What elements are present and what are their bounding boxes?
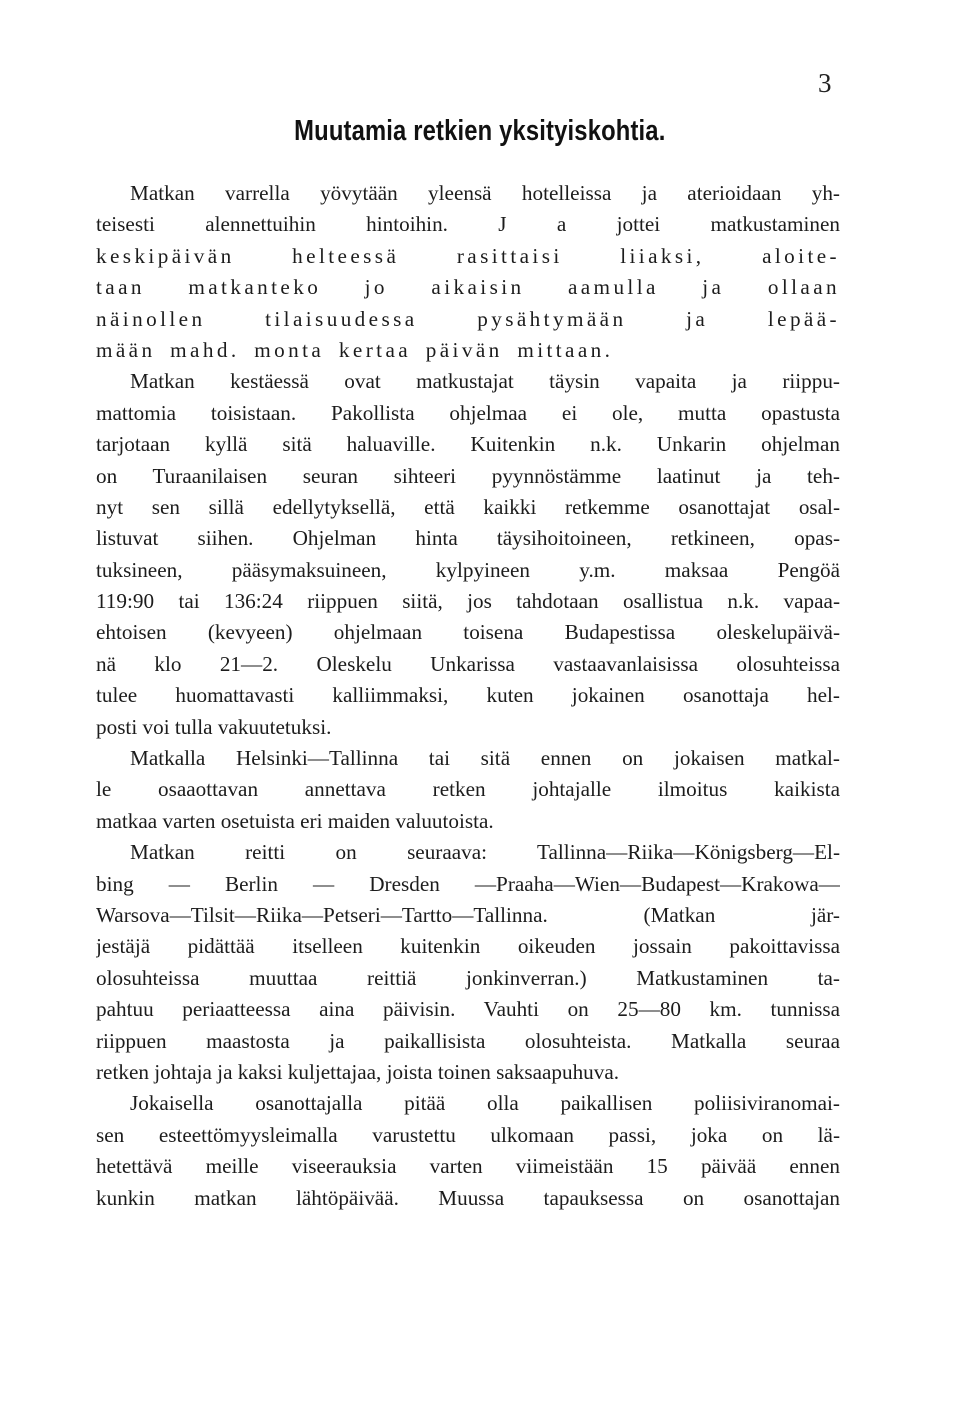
text-line: pahtuu periaatteessa aina päivisin. Vauhti on 25—80 km. tunnissa	[96, 997, 840, 1022]
text-line: jestäjä pidättää itselleen kuitenkin oikeuden jossain pakoittavissa	[96, 934, 840, 959]
text-line: Warsova—Tilsit—Riika—Petseri—Tartto—Tallinna. (Matkan jär-	[96, 902, 840, 927]
text-line: sen esteettömyysleimalla varustettu ulkomaan passi, joka on lä-	[96, 1122, 840, 1147]
text-line: on Turaanilaisen seuran sihteeri pyynnöstämme laatinut ja teh-	[96, 463, 840, 488]
text-line: 119:90 tai 136:24 riippuen siitä, jos tahdotaan osallistua n.k. vapaa-	[96, 589, 840, 614]
text-line: kunkin matkan lähtöpäivää. Muussa tapauksessa on osanottajan	[96, 1185, 840, 1210]
text-line: tarjotaan kyllä sitä haluaville. Kuitenkin n.k. Unkarin ohjelman	[96, 432, 840, 457]
text-line: Matkalla Helsinki—Tallinna tai sitä ennen on jokaisen matkal-	[130, 746, 840, 771]
text-line: nyt sen sillä edellytyksellä, että kaikki retkemme osanottajat osal-	[96, 494, 840, 519]
text-line: Matkan kestäessä ovat matkustajat täysin vapaita ja riippu-	[130, 369, 840, 394]
text-line: tuksineen, pääsymaksuineen, kylpyineen y.m. maksaa Pengöä	[96, 557, 840, 582]
text-line: keskipäivän helteessä rasittaisi liiaksi, aloite-	[96, 243, 840, 268]
text-line: olosuhteissa muuttaa reittiä jonkinverran.) Matkustaminen ta-	[96, 965, 840, 990]
text-line: nä klo 21—2. Oleskelu Unkarissa vastaavanlaisissa olosuhteissa	[96, 651, 840, 676]
text-line: mään mahd. monta kertaa päivän mittaan.	[96, 337, 614, 362]
text-line: hetettävä meille viseerauksia varten viimeistään 15 päivää ennen	[96, 1154, 840, 1179]
page-number: 3	[818, 68, 832, 98]
text-line: teisesti alennettuihin hintoihin. J a jottei matkustaminen	[96, 212, 840, 237]
text-line: riippuen maastosta ja paikallisista olosuhteista. Matkalla seuraa	[96, 1028, 840, 1053]
text-line: matkaa varten osetuista eri maiden valuutoista.	[96, 808, 494, 833]
text-line: Matkan varrella yövytään yleensä hotelleissa ja aterioidaan yh-	[130, 181, 840, 205]
text-line: ehtoisen (kevyeen) ohjelmaan toisena Budapestissa oleskelupäivä-	[96, 620, 840, 645]
text-line: le osaaottavan annettava retken johtajalle ilmoitus kaikista	[96, 777, 840, 802]
text-line: retken johtaja ja kaksi kuljettajaa, joista toinen saksaapuhuva.	[96, 1059, 620, 1084]
body-text	[96, 178, 840, 1214]
text-line: posti voi tulla vakuutetuksi.	[96, 714, 332, 739]
text-line: Jokaisella osanottajalla pitää olla paikallisen poliisiviranomai-	[130, 1091, 840, 1116]
text-line: taan matkanteko jo aikaisin aamulla ja ollaan	[96, 275, 840, 300]
text-line: näinollen tilaisuudessa pysähtymään ja lepää-	[96, 306, 840, 331]
text-line: listuvat siihen. Ohjelman hinta täysihoitoineen, retkineen, opas-	[96, 526, 840, 551]
text-line: bing — Berlin — Dresden —Praaha—Wien—Budapest—Krakowa—	[96, 871, 840, 896]
section-heading: Muutamia retkien yksityiskohtia.	[294, 115, 666, 147]
text-line: Matkan reitti on seuraava: Tallinna—Riika—Königsberg—El-	[130, 840, 840, 865]
text-line: tulee huomattavasti kalliimmaksi, kuten jokainen osanottaja hel-	[96, 683, 840, 708]
text-line: mattomia toisistaan. Pakollista ohjelmaa ei ole, mutta opastusta	[96, 400, 840, 425]
